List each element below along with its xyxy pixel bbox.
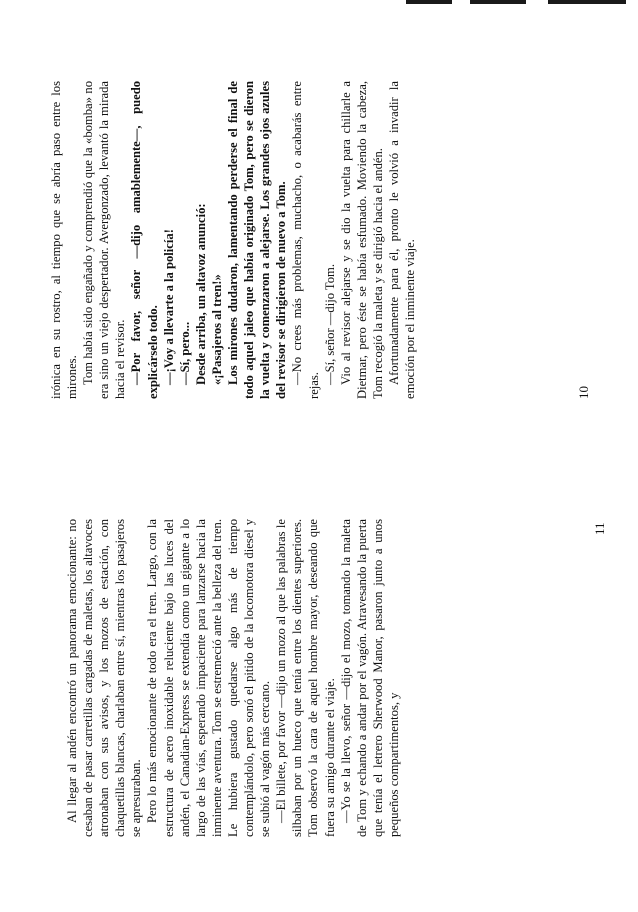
paragraph: Tom había sido engañado y comprendió que la «bomba» no era sino un viejo despertador. Avergonzado, levantó la mirada hacia el revisor. bbox=[81, 81, 128, 399]
top-rule-3 bbox=[548, 0, 626, 4]
top-rule-1 bbox=[406, 0, 452, 4]
page-number: 11 bbox=[592, 522, 607, 535]
right-book-page bbox=[44, 475, 624, 875]
right-page-text bbox=[64, 519, 402, 837]
paragraph: Al llegar al andén encontró un panorama emocionante: no cesaban de pasar carretillas cargadas de maletas, los altavoces atronaban con sus avisos, y los mozos de estación, con chaquetillas blancas, charlaban entre sí, mientras los pasajeros se apresuraban. bbox=[65, 519, 144, 837]
paragraph: Afortunadamente para él, pronto le volvió a invadir la emoción por el inminente viaje. bbox=[386, 81, 418, 399]
paragraph: —Por favor, señor —dijo amablemente—, puedo explicárselo todo. bbox=[129, 81, 160, 399]
paragraph: Desde arriba, un altavoz anunció: bbox=[193, 203, 208, 385]
paragraph: —¡Voy a llevarte a la policía! bbox=[161, 229, 176, 385]
paragraph: Vio al revisor alejarse y se dio la vuelta para chillarle a Dietmar, pero éste se había esfumado. Moviendo la cabeza, Tom recogió la maleta y se dirigió hacia el andén. bbox=[338, 81, 385, 399]
paragraph: «¡Pasajeros al tren!» bbox=[209, 274, 224, 385]
paragraph: —Yo se la llevo, señor —dijo el mozo, tomando la maleta de Tom y echando a andar por el vagón. Atravesando la puerta que tenía el letrero Sherwood Manor, pasaron junto a unos pequeños compartimentos, y bbox=[338, 519, 401, 837]
left-page-text bbox=[48, 81, 418, 399]
top-rule-2 bbox=[470, 0, 526, 4]
page-number: 10 bbox=[576, 386, 591, 399]
paragraph: Pero lo más emocionante de todo era el tren. Largo, con la estructura de acero inoxidable reluciente bajo las luces del andén, el Canadian-Express se extendía como un gigante a lo largo de las vías, esperando impaciente para lanzarse hacia la inminente aventura. Tom se estremeció ante la belleza del tren. Le hubiera gustado quedarse algo más de tiempo contemplándolo, pero sonó el pitido de la locomotora diesel y se subió al vagón más cercano. bbox=[145, 519, 273, 837]
paragraph: Los mirones dudaron, lamentando perderse el final de todo aquel jaleo que había originado Tom, pero se dieron la vuelta y comenzaron a alejarse. Los grandes ojos azules del revisor se dirigieron de nuevo a Tom. bbox=[226, 81, 289, 399]
paragraph: —Sí, señor —dijo Tom. bbox=[322, 264, 337, 385]
left-book-page bbox=[28, 37, 608, 437]
paragraph: —Sí, pero... bbox=[177, 321, 192, 385]
paragraph: —No crees más problemas, muchacho, o acabarás entre rejas. bbox=[290, 81, 321, 399]
paragraph: —El billete, por favor —dijo un mozo al que las palabras le silbaban por un hueco que tenía entre los dientes superiores. Tom observó la cara de aquel hombre mayor, deseando que fuera su amigo durante el viaje. bbox=[274, 519, 337, 837]
paragraph: irónica en su rostro, al tiempo que se abría paso entre los mirones. bbox=[49, 81, 80, 399]
